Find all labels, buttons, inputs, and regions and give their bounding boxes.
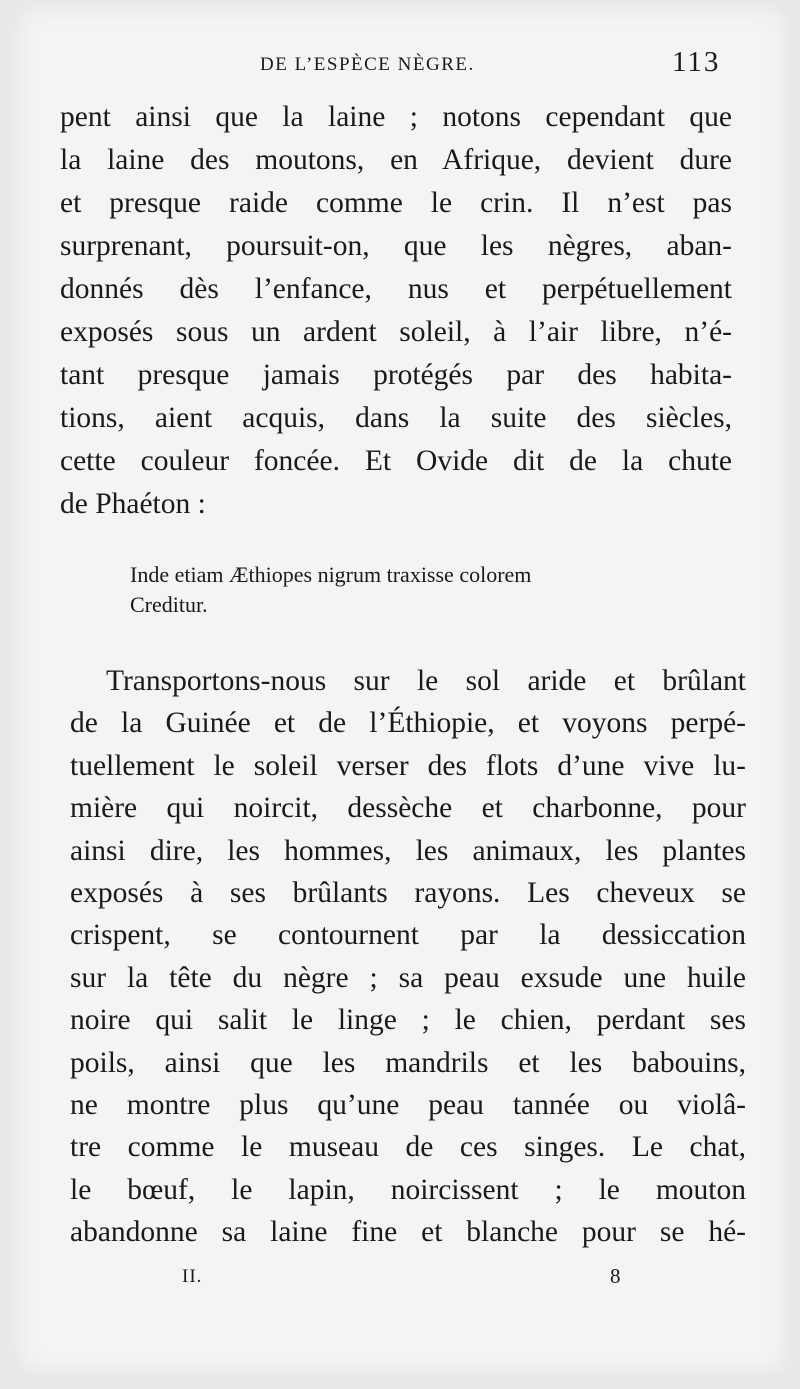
- sheet-number: 8: [610, 1264, 621, 1288]
- text-line: tant presque jamais protégés par des habita-: [60, 359, 732, 391]
- page-number: 113: [672, 46, 721, 78]
- text-line: le bœuf, le lapin, noircissent ; le mouton: [70, 1173, 746, 1206]
- text-line: tions, aient acquis, dans la suite des siècles,: [60, 402, 732, 434]
- running-title: DE L’ESPÈCE NÈGRE.: [260, 54, 475, 75]
- signature-mark: II.: [182, 1266, 203, 1287]
- text-line: pent ainsi que la laine ; notons cependant que: [60, 101, 732, 133]
- text-line: surprenant, poursuit-on, que les nègres, aban-: [60, 230, 732, 262]
- book-page: [14, 4, 790, 1376]
- page-footer: [14, 1266, 790, 1296]
- text-line: ne montre plus qu’une peau tannée ou violâ-: [70, 1088, 746, 1121]
- text-line: et presque raide comme le crin. Il n’est pas: [60, 187, 732, 219]
- text-line: crispent, se contournent par la dessiccation: [70, 919, 746, 952]
- text-line: noire qui salit le linge ; le chien, perdant ses: [70, 1004, 746, 1037]
- quote-line: Creditur.: [130, 592, 208, 617]
- paragraph-1: [60, 96, 732, 526]
- quote-line: Inde etiam Æthiopes nigrum traxisse colorem: [130, 562, 532, 587]
- paragraph-2: [70, 660, 746, 1253]
- text-line: de la Guinée et de l’Éthiopie, et voyons perpé-: [70, 707, 746, 740]
- text-line: exposés à ses brûlants rayons. Les cheveux se: [70, 876, 746, 909]
- text-line: poils, ainsi que les mandrils et les babouins,: [70, 1046, 746, 1079]
- text-line: cette couleur foncée. Et Ovide dit de la chute: [60, 445, 732, 477]
- text-line: mière qui noircit, dessèche et charbonne, pour: [70, 792, 746, 825]
- text-line: de Phaéton :: [60, 488, 206, 520]
- text-line: donnés dès l’enfance, nus et perpétuellement: [60, 273, 732, 305]
- text-line: ainsi dire, les hommes, les animaux, les plantes: [70, 834, 746, 867]
- running-head: [14, 46, 790, 82]
- text-line: la laine des moutons, en Afrique, devient dure: [60, 144, 732, 176]
- text-line: sur la tête du nègre ; sa peau exsude une huile: [70, 961, 746, 994]
- text-line: exposés sous un ardent soleil, à l’air libre, n’é-: [60, 316, 732, 348]
- verse-quotation: [130, 560, 531, 620]
- text-line: tre comme le museau de ces singes. Le chat,: [70, 1131, 746, 1164]
- text-line: abandonne sa laine fine et blanche pour se hé-: [70, 1216, 746, 1249]
- text-line: Transportons-nous sur le sol aride et brûlant: [106, 665, 746, 697]
- text-line: tuellement le soleil verser des flots d’une vive lu-: [70, 749, 746, 782]
